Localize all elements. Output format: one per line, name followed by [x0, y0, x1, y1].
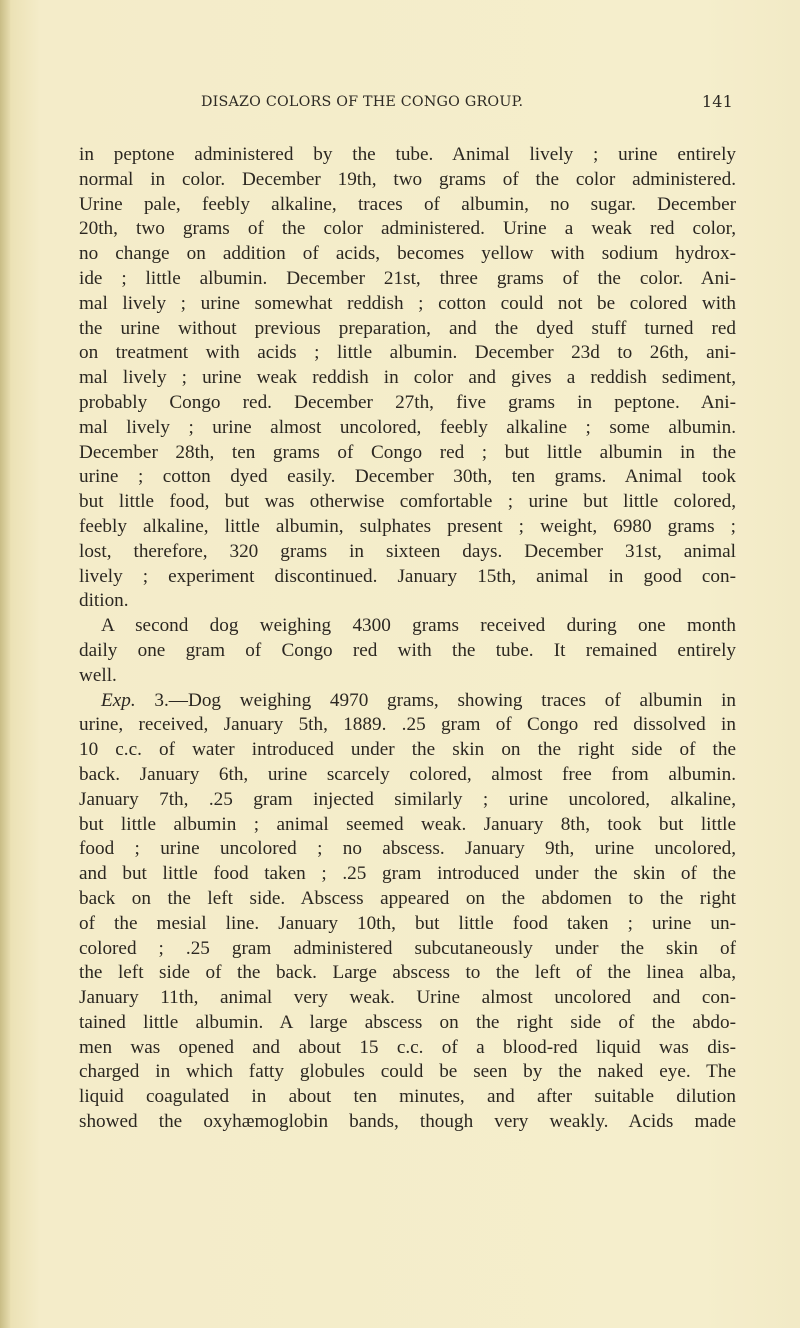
paragraph-1 [79, 143, 736, 614]
text-line: mal lively ; urine almost uncolored, feebly alkaline ; some albumin. [79, 416, 736, 438]
experiment-label: Exp. [101, 689, 136, 711]
text-line: feebly alkaline, little albumin, sulphates present ; weight, 6980 grams ; [79, 515, 736, 537]
text-line: the urine without previous preparation, and the dyed stuff turned red [79, 317, 736, 339]
experiment-heading-line [79, 689, 736, 714]
text-line: on treatment with acids ; little albumin. December 23d to 26th, ani- [79, 342, 736, 364]
text-line: 20th, two grams of the color administered. Urine a weak red color, [79, 218, 736, 240]
text-line: back. January 6th, urine scarcely colored, almost free from albumin. [79, 763, 736, 785]
text-line: urine ; cotton dyed easily. December 30th, ten grams. Animal took [79, 466, 736, 488]
text-line: daily one gram of Congo red with the tube. It remained entirely [79, 639, 736, 661]
text-line: dition. [79, 590, 129, 612]
text-line: probably Congo red. December 27th, five grams in peptone. Ani- [79, 391, 736, 413]
text-line: lively ; experiment discontinued. January 15th, animal in good con- [79, 565, 736, 587]
text-line: showed the oxyhæmoglobin bands, though very weakly. Acids made [79, 1111, 736, 1133]
page-header [201, 92, 733, 118]
text-line: December 28th, ten grams of Congo red ; but little albumin in the [79, 441, 736, 463]
text-line: mal lively ; urine somewhat reddish ; cotton could not be colored with [79, 292, 736, 314]
text-line: urine, received, January 5th, 1889. .25 gram of Congo red dissolved in [79, 714, 736, 736]
body-text [79, 143, 736, 1135]
text-line: Urine pale, feebly alkaline, traces of albumin, no sugar. December [79, 193, 736, 215]
text-line: A second dog weighing 4300 grams received during one month [101, 615, 736, 637]
text-line: mal lively ; urine weak reddish in color and gives a reddish sediment, [79, 367, 736, 389]
text-line: no change on addition of acids, becomes yellow with sodium hydrox- [79, 243, 736, 265]
paragraph-2 [79, 614, 736, 688]
text-line: lost, therefore, 320 grams in sixteen days. December 31st, animal [79, 540, 736, 562]
text-line: January 11th, animal very weak. Urine almost uncolored and con- [79, 987, 736, 1009]
running-head: DISAZO COLORS OF THE CONGO GROUP. [201, 94, 524, 110]
text-line: tained little albumin. A large abscess on the right side of the abdo- [79, 1011, 736, 1033]
paragraph-3 [79, 689, 736, 1135]
text-line: men was opened and about 15 c.c. of a blood-red liquid was dis- [79, 1036, 736, 1058]
text-line: 10 c.c. of water introduced under the skin on the right side of the [79, 739, 736, 761]
text-line: well. [79, 664, 117, 686]
text-line: January 7th, .25 gram injected similarly ; urine uncolored, alkaline, [79, 788, 736, 810]
text-line: and but little food taken ; .25 gram introduced under the skin of the [79, 863, 736, 885]
text-line: but little albumin ; animal seemed weak. January 8th, took but little [79, 813, 736, 835]
text-line: of the mesial line. January 10th, but little food taken ; urine un- [79, 912, 736, 934]
text-line: normal in color. December 19th, two grams of the color administered. [79, 168, 736, 190]
text-line: the left side of the back. Large abscess to the left of the linea alba, [79, 962, 736, 984]
text-line: food ; urine uncolored ; no abscess. January 9th, urine uncolored, [79, 838, 736, 860]
text-line: but little food, but was otherwise comfortable ; urine but little colored, [79, 491, 736, 513]
text-line: colored ; .25 gram administered subcutaneously under the skin of [79, 937, 736, 959]
text-line: liquid coagulated in about ten minutes, and after suitable dilution [79, 1086, 736, 1108]
page-number: 141 [701, 92, 733, 111]
text-line: charged in which fatty globules could be seen by the naked eye. The [79, 1061, 736, 1083]
page-spine-shadow [0, 0, 10, 1328]
experiment-line-rest: 3.—Dog weighing 4970 grams, showing traces of albumin in [154, 689, 736, 711]
text-line: back on the left side. Abscess appeared on the abdomen to the right [79, 887, 736, 909]
text-line: in peptone administered by the tube. Animal lively ; urine entirely [79, 144, 736, 165]
text-line: ide ; little albumin. December 21st, three grams of the color. Ani- [79, 267, 736, 289]
